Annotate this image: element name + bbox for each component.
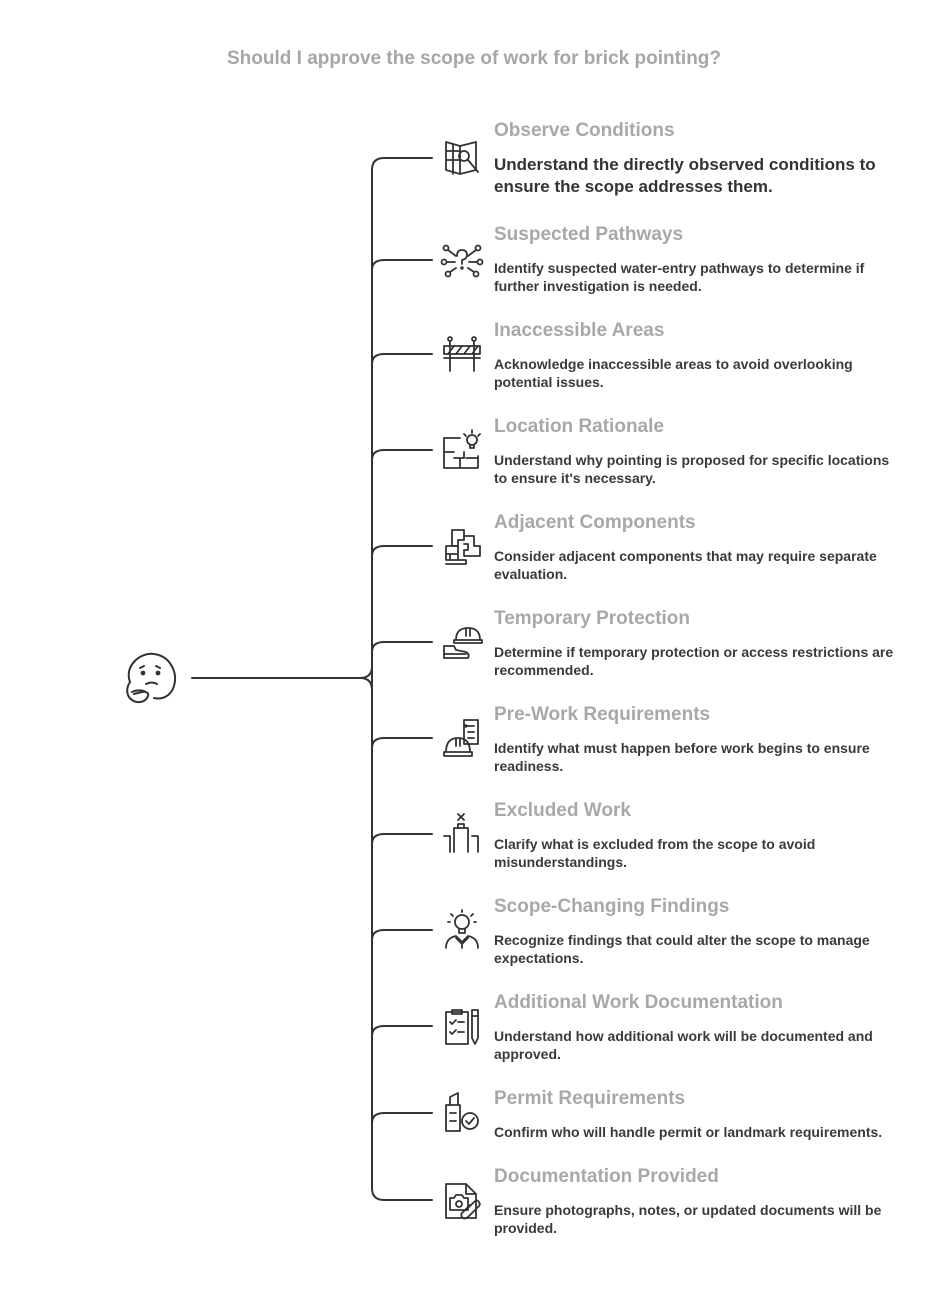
item-title: Documentation Provided	[494, 1166, 719, 1187]
item-description: Clarify what is excluded from the scope to avoid misunderstandings.	[494, 836, 816, 870]
branch-line	[372, 450, 432, 460]
item-title: Observe Conditions	[494, 120, 675, 141]
branch-line	[372, 1113, 432, 1123]
branch-line	[372, 546, 432, 556]
branch-line	[372, 1026, 432, 1036]
clipboard-pen-icon	[440, 1004, 484, 1048]
item-description: Acknowledge inaccessible areas to avoid overlooking potential issues.	[494, 356, 853, 390]
item-title: Excluded Work	[494, 800, 631, 821]
camera-attachment-icon	[440, 1178, 484, 1222]
branch-line	[372, 834, 432, 844]
wall-magnifier-icon	[440, 136, 484, 180]
item-description: Identify what must happen before work begins to ensure readiness.	[494, 740, 870, 774]
branch-line	[372, 930, 432, 940]
page-title: Should I approve the scope of work for brick pointing?	[226, 48, 722, 69]
branch-line	[372, 642, 432, 652]
floorplan-idea-icon	[440, 428, 484, 472]
question-network-icon	[440, 238, 484, 282]
person-lightbulb-icon	[440, 908, 484, 952]
root-connector	[192, 666, 372, 678]
branch-line	[372, 354, 432, 364]
excluded-building-icon	[440, 812, 484, 856]
building-check-icon	[440, 1091, 484, 1135]
item-description: Ensure photographs, notes, or updated documents will be provided.	[494, 1202, 882, 1236]
root-connector	[360, 678, 372, 690]
barrier-icon	[440, 332, 484, 376]
item-title: Permit Requirements	[494, 1088, 686, 1109]
thinking-face-icon	[120, 648, 182, 710]
hardhat-protection-icon	[440, 620, 484, 664]
item-title: Adjacent Components	[494, 512, 696, 533]
item-title: Suspected Pathways	[494, 224, 684, 245]
item-description: Understand why pointing is proposed for specific locations to ensure it's necessary.	[494, 452, 890, 486]
item-title: Temporary Protection	[494, 608, 691, 629]
branch-line	[372, 738, 432, 748]
item-description: Determine if temporary protection or access restrictions are recommended.	[494, 644, 894, 678]
item-description: Understand the directly observed conditions to ensure the scope addresses them.	[494, 155, 876, 196]
item-description: Understand how additional work will be documented and approved.	[494, 1028, 873, 1062]
item-description: Identify suspected water-entry pathways to determine if further investigation is needed.	[494, 260, 865, 294]
item-title: Additional Work Documentation	[494, 992, 783, 1013]
item-description: Confirm who will handle permit or landmark requirements.	[494, 1124, 883, 1140]
item-description: Recognize findings that could alter the scope to manage expectations.	[494, 932, 870, 966]
item-title: Scope-Changing Findings	[494, 896, 730, 917]
branch-line	[372, 1188, 432, 1200]
branch-line	[372, 158, 432, 170]
branch-line	[372, 260, 432, 270]
item-description: Consider adjacent components that may require separate evaluation.	[494, 548, 877, 582]
hardhat-checklist-icon	[440, 716, 484, 760]
item-title: Inaccessible Areas	[494, 320, 665, 341]
puzzle-components-icon	[440, 524, 484, 568]
item-title: Location Rationale	[494, 416, 664, 437]
item-title: Pre-Work Requirements	[494, 704, 711, 725]
